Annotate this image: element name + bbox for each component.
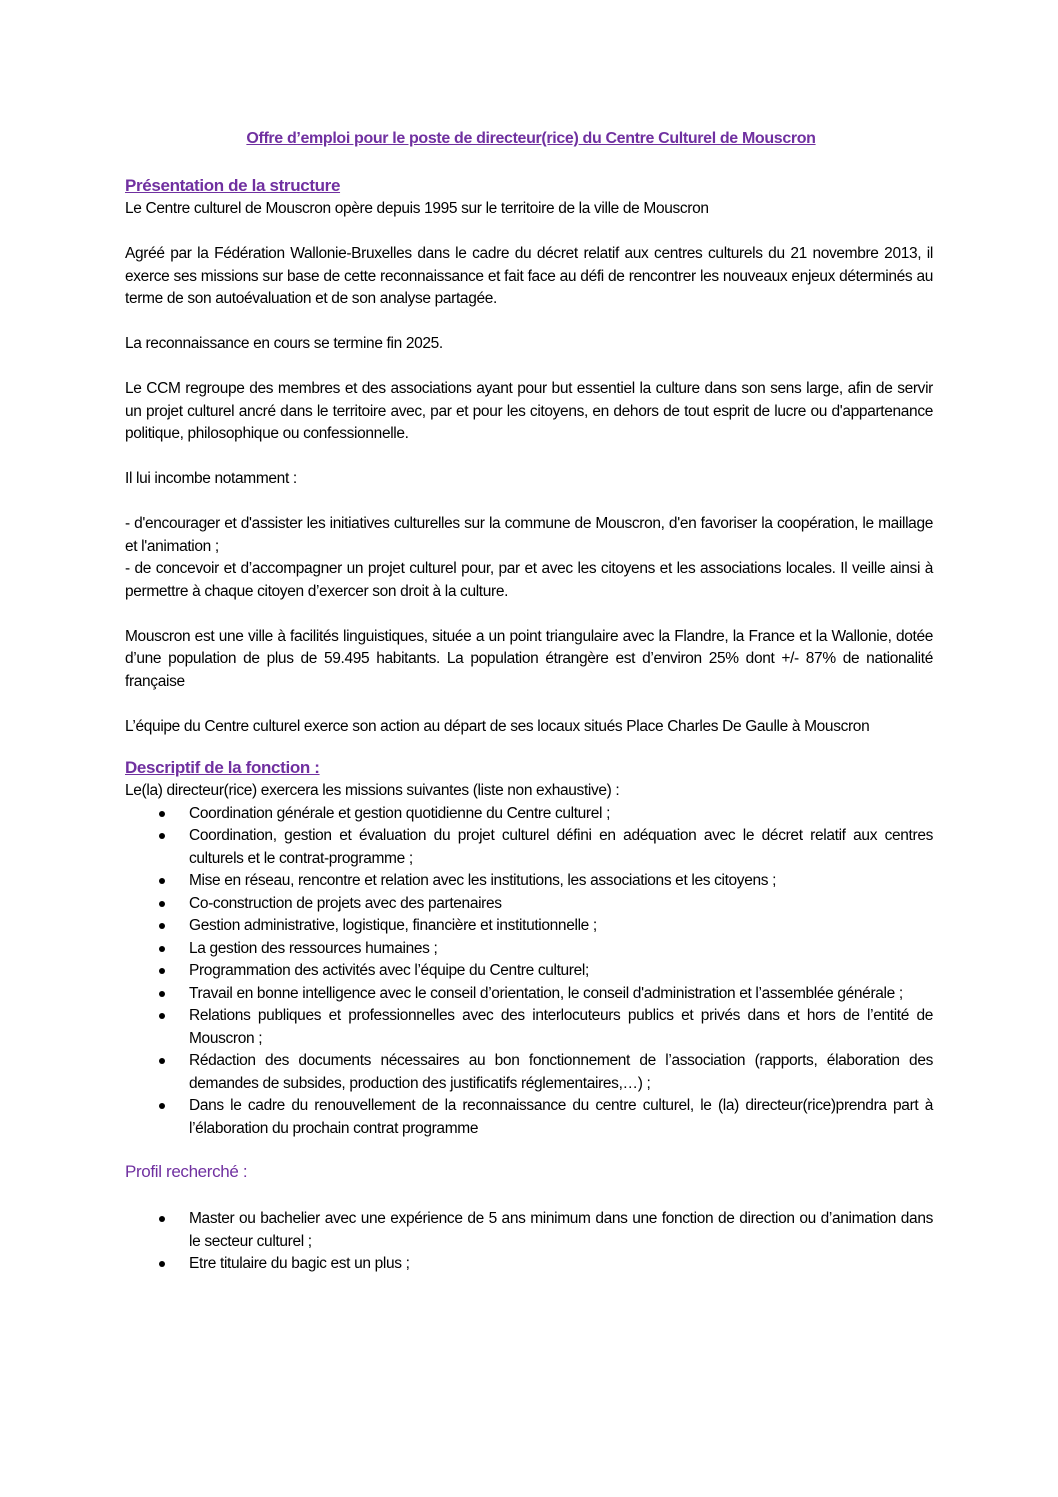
list-item bbox=[125, 825, 933, 870]
list-item bbox=[125, 870, 933, 893]
paragraph: Le CCM regroupe des membres et des associations ayant pour but essentiel la culture dans son sens large, afin de servir un projet culturel ancré dans le territoire avec, par et pour les citoyens, en dehors de tout esprit de lucre ou d'appartenance politique, philosophique ou confessionnelle. bbox=[125, 380, 933, 442]
bullet-icon bbox=[159, 833, 165, 839]
paragraph: L’équipe du Centre culturel exerce son action au départ de ses locaux situés Place Charles De Gaulle à Mouscron bbox=[125, 717, 870, 735]
list-item bbox=[125, 1050, 933, 1095]
list-item bbox=[125, 1005, 933, 1050]
paragraph: Le(la) directeur(rice) exercera les missions suivantes (liste non exhaustive) : bbox=[125, 782, 620, 799]
section-presentation bbox=[125, 174, 933, 738]
bullet-icon bbox=[159, 1216, 165, 1222]
bullet-icon bbox=[159, 878, 165, 884]
list-item bbox=[125, 893, 933, 916]
list-item-text: Relations publiques et professionnelles avec des interlocuteurs publics et privés dans et hors de l’entité de Mouscron ; bbox=[189, 1007, 933, 1047]
list-item bbox=[125, 915, 933, 938]
bullet-icon bbox=[159, 1261, 165, 1267]
list-item bbox=[125, 1095, 933, 1140]
list-item bbox=[125, 1208, 933, 1253]
list-item-text: Gestion administrative, logistique, financière et institutionnelle ; bbox=[189, 917, 597, 934]
paragraph: - de concevoir et d’accompagner un projet culturel pour, par et avec les citoyens et les associations locales. Il veille ainsi à permettre à chaque citoyen d’exercer son droit à la culture. bbox=[125, 560, 933, 600]
list-item bbox=[125, 1253, 933, 1276]
list-item-text: Coordination, gestion et évaluation du projet culturel défini en adéquation avec le décret relatif aux centres culturels et le contrat-programme ; bbox=[189, 827, 933, 867]
section-heading-profil: Profil recherché : bbox=[125, 1162, 248, 1181]
bullet-icon bbox=[159, 1013, 165, 1019]
list-item-text: Programmation des activités avec l’équipe du Centre culturel; bbox=[189, 962, 589, 979]
list-item-text: Co-construction de projets avec des partenaires bbox=[189, 894, 502, 912]
section-profil bbox=[125, 1160, 933, 1276]
list-item-text: La gestion des ressources humaines ; bbox=[189, 939, 438, 957]
list-item-text: Coordination générale et gestion quotidienne du Centre culturel ; bbox=[189, 804, 611, 822]
bullet-icon bbox=[159, 968, 165, 974]
document-title: Offre d’emploi pour le poste de directeur(rice) du Centre Culturel de Mouscron bbox=[246, 130, 816, 147]
list-item bbox=[125, 938, 933, 961]
paragraph: Agréé par la Fédération Wallonie-Bruxelles dans le cadre du décret relatif aux centres culturels du 21 novembre 2013, il exerce ses missions sur base de cette reconnaissance et fait face au défi de rencontrer les nouveaux enjeux déterminés au terme de son autoévaluation et de son analyse partagée. bbox=[125, 245, 933, 307]
list-item-text: Etre titulaire du bagic est un plus ; bbox=[189, 1255, 410, 1272]
paragraph: La reconnaissance en cours se termine fin 2025. bbox=[125, 335, 443, 352]
list-item-text: Travail en bonne intelligence avec le conseil d’orientation, le conseil d'administration et l’assemblée générale ; bbox=[189, 984, 903, 1002]
list-item-text: Rédaction des documents nécessaires au bon fonctionnement de l’association (rapports, élaboration des demandes de subsides, production des justificatifs réglementaires,…) ; bbox=[189, 1052, 933, 1092]
paragraph: Il lui incombe notamment : bbox=[125, 470, 297, 487]
bullet-icon bbox=[159, 1058, 165, 1064]
section-heading-presentation: Présentation de la structure bbox=[125, 176, 341, 195]
list-item-text: Dans le cadre du renouvellement de la reconnaissance du centre culturel, le (la) directeur(rice)prendra part à l’élaboration du prochain contrat programme bbox=[189, 1097, 933, 1137]
paragraph: - d'encourager et d'assister les initiatives culturelles sur la commune de Mouscron, d'en favoriser la coopération, le maillage et l'animation ; bbox=[125, 515, 933, 555]
paragraph: Mouscron est une ville à facilités linguistiques, située a un point triangulaire avec la Flandre, la France et la Wallonie, dotée d’une population de plus de 59.495 habitants. La population étrangère est d’environ 25% dont +/- 87% de nationalité française bbox=[125, 627, 933, 690]
bullet-icon bbox=[159, 901, 165, 907]
list-item-text: Master ou bachelier avec une expérience de 5 ans minimum dans une fonction de direction ou d’animation dans le secteur culturel ; bbox=[189, 1210, 933, 1250]
list-item bbox=[125, 983, 933, 1006]
list-item bbox=[125, 803, 933, 826]
section-descriptif bbox=[125, 756, 933, 1140]
bullet-icon bbox=[159, 991, 165, 997]
paragraph: Le Centre culturel de Mouscron opère depuis 1995 sur le territoire de la ville de Mouscron bbox=[125, 200, 709, 217]
section-heading-descriptif: Descriptif de la fonction : bbox=[125, 758, 320, 777]
bullet-icon bbox=[159, 923, 165, 929]
bullet-icon bbox=[159, 1103, 165, 1109]
profile-list bbox=[125, 1208, 933, 1276]
list-item bbox=[125, 960, 933, 983]
bullet-icon bbox=[159, 946, 165, 952]
bullet-icon bbox=[159, 811, 165, 817]
document-content bbox=[125, 128, 933, 1276]
list-item-text: Mise en réseau, rencontre et relation avec les institutions, les associations et les citoyens ; bbox=[189, 872, 777, 889]
missions-list bbox=[125, 803, 933, 1141]
